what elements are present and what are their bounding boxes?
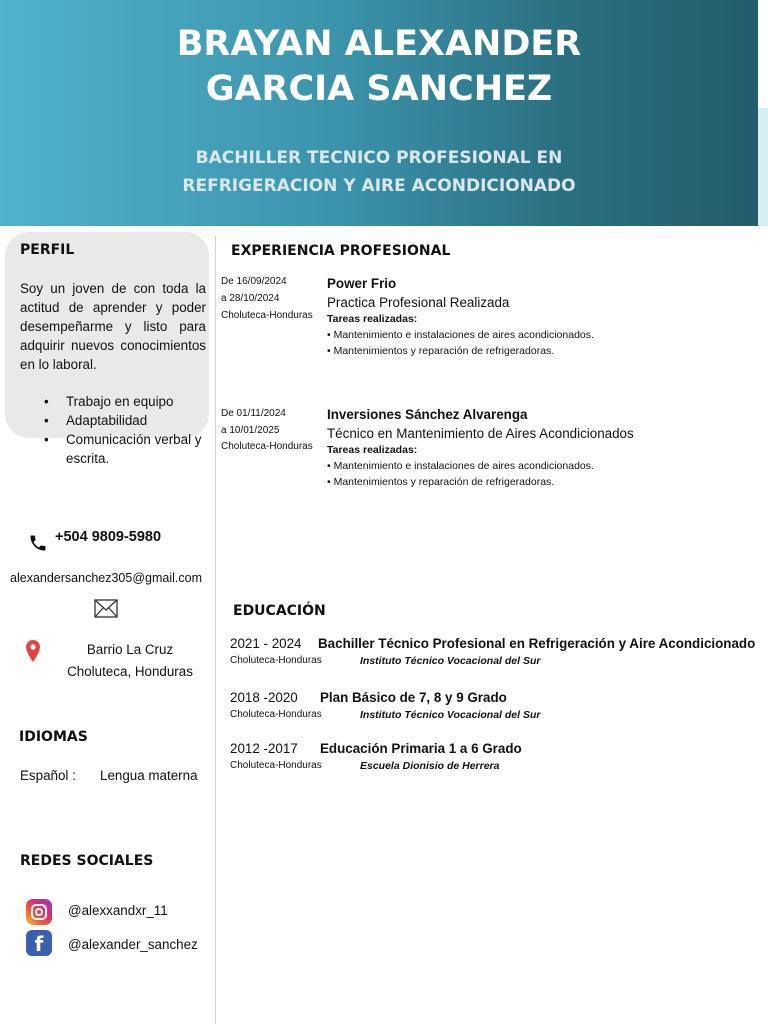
job-role: Practica Profesional Realizada [327, 295, 510, 310]
job-company: Inversiones Sánchez Alvarenga [327, 407, 528, 422]
professional-title [0, 144, 758, 200]
header-banner [0, 0, 758, 226]
idiomas-heading: IDIOMAS [19, 729, 88, 745]
facebook-handle[interactable]: @alexander_sanchez [68, 937, 198, 952]
address-line-2: Choluteca, Honduras [67, 664, 193, 679]
education-title: Plan Básico de 7, 8 y 9 Grado [320, 690, 507, 705]
education-location: Choluteca-Honduras [230, 760, 322, 771]
language-level: Lengua materna [100, 768, 198, 783]
language-name: Español : [20, 768, 76, 783]
job-date-from: De 16/09/2024 [221, 276, 287, 287]
perfil-heading: PERFIL [20, 242, 75, 258]
instagram-icon-dot [43, 905, 46, 908]
job-task: • Mantenimientos y reparación de refrigeradoras. [327, 345, 555, 357]
education-institution: Instituto Técnico Vocacional del Sur [360, 655, 541, 667]
education-years: 2021 - 2024 [230, 636, 302, 651]
job-tasks-label: Tareas realizadas: [327, 444, 418, 456]
instagram-handle[interactable]: @alexxandxr_11 [68, 903, 168, 918]
skill-item: • Comunicación verbal y escrita. [42, 430, 214, 468]
skills-list [42, 392, 214, 468]
job-tasks-label: Tareas realizadas: [327, 313, 418, 325]
instagram-icon-lens [35, 908, 43, 916]
job-location: Choluteca-Honduras [221, 441, 313, 452]
name-line-1: BRAYAN ALEXANDER [176, 24, 582, 64]
job-date-to: a 28/10/2024 [221, 293, 280, 304]
education-title: Educación Primaria 1 a 6 Grado [320, 741, 522, 756]
email-address[interactable]: alexandersanchez305@gmail.com [10, 571, 202, 585]
education-title: Bachiller Técnico Profesional en Refrigeración y Aire Acondicionado [318, 636, 756, 651]
skill-item: • Adaptabilidad [42, 411, 214, 430]
person-name [0, 22, 758, 112]
education-location: Choluteca-Honduras [230, 709, 322, 720]
location-pin-icon [26, 640, 40, 664]
educacion-heading: EDUCACIÓN [233, 603, 326, 619]
perfil-text: Soy un joven de con toda la actitud de aprender y poder desempeñarme y listo para adquirir nuevos conocimientos en lo laboral. [20, 281, 206, 372]
experiencia-heading: EXPERIENCIA PROFESIONAL [231, 243, 451, 259]
instagram-icon[interactable] [26, 899, 52, 925]
redes-heading: REDES SOCIALES [20, 853, 154, 869]
education-location: Choluteca-Honduras [230, 655, 322, 666]
education-institution: Escuela Dionisio de Herrera [360, 760, 500, 772]
subtitle-line-1: BACHILLER TECNICO PROFESIONAL EN [195, 148, 563, 168]
job-role: Técnico en Mantenimiento de Aires Acondicionados [327, 426, 634, 441]
header-accent-tab [758, 108, 768, 226]
job-location: Choluteca-Honduras [221, 310, 313, 321]
address-line-1: Barrio La Cruz [86, 642, 174, 657]
phone-number[interactable]: +504 9809-5980 [55, 529, 162, 545]
job-task: • Mantenimientos y reparación de refrigeradoras. [327, 476, 555, 488]
job-date-to: a 10/01/2025 [221, 425, 280, 436]
job-date-from: De 01/11/2024 [221, 408, 286, 419]
column-divider [215, 236, 216, 1024]
job-company: Power Frio [327, 276, 397, 291]
education-years: 2012 -2017 [230, 741, 298, 756]
facebook-icon[interactable]: f [26, 930, 52, 956]
job-task: • Mantenimiento e instalaciones de aires acondicionados. [327, 329, 594, 341]
phone-icon [28, 533, 48, 553]
name-line-2: GARCIA SANCHEZ [205, 69, 553, 109]
subtitle-line-2: REFRIGERACION Y AIRE ACONDICIONADO [182, 176, 576, 196]
skill-item: • Trabajo en equipo [42, 392, 214, 411]
education-years: 2018 -2020 [230, 690, 298, 705]
mail-icon [94, 599, 118, 618]
education-institution: Instituto Técnico Vocacional del Sur [360, 709, 541, 721]
job-task: • Mantenimiento e instalaciones de aires acondicionados. [327, 460, 594, 472]
